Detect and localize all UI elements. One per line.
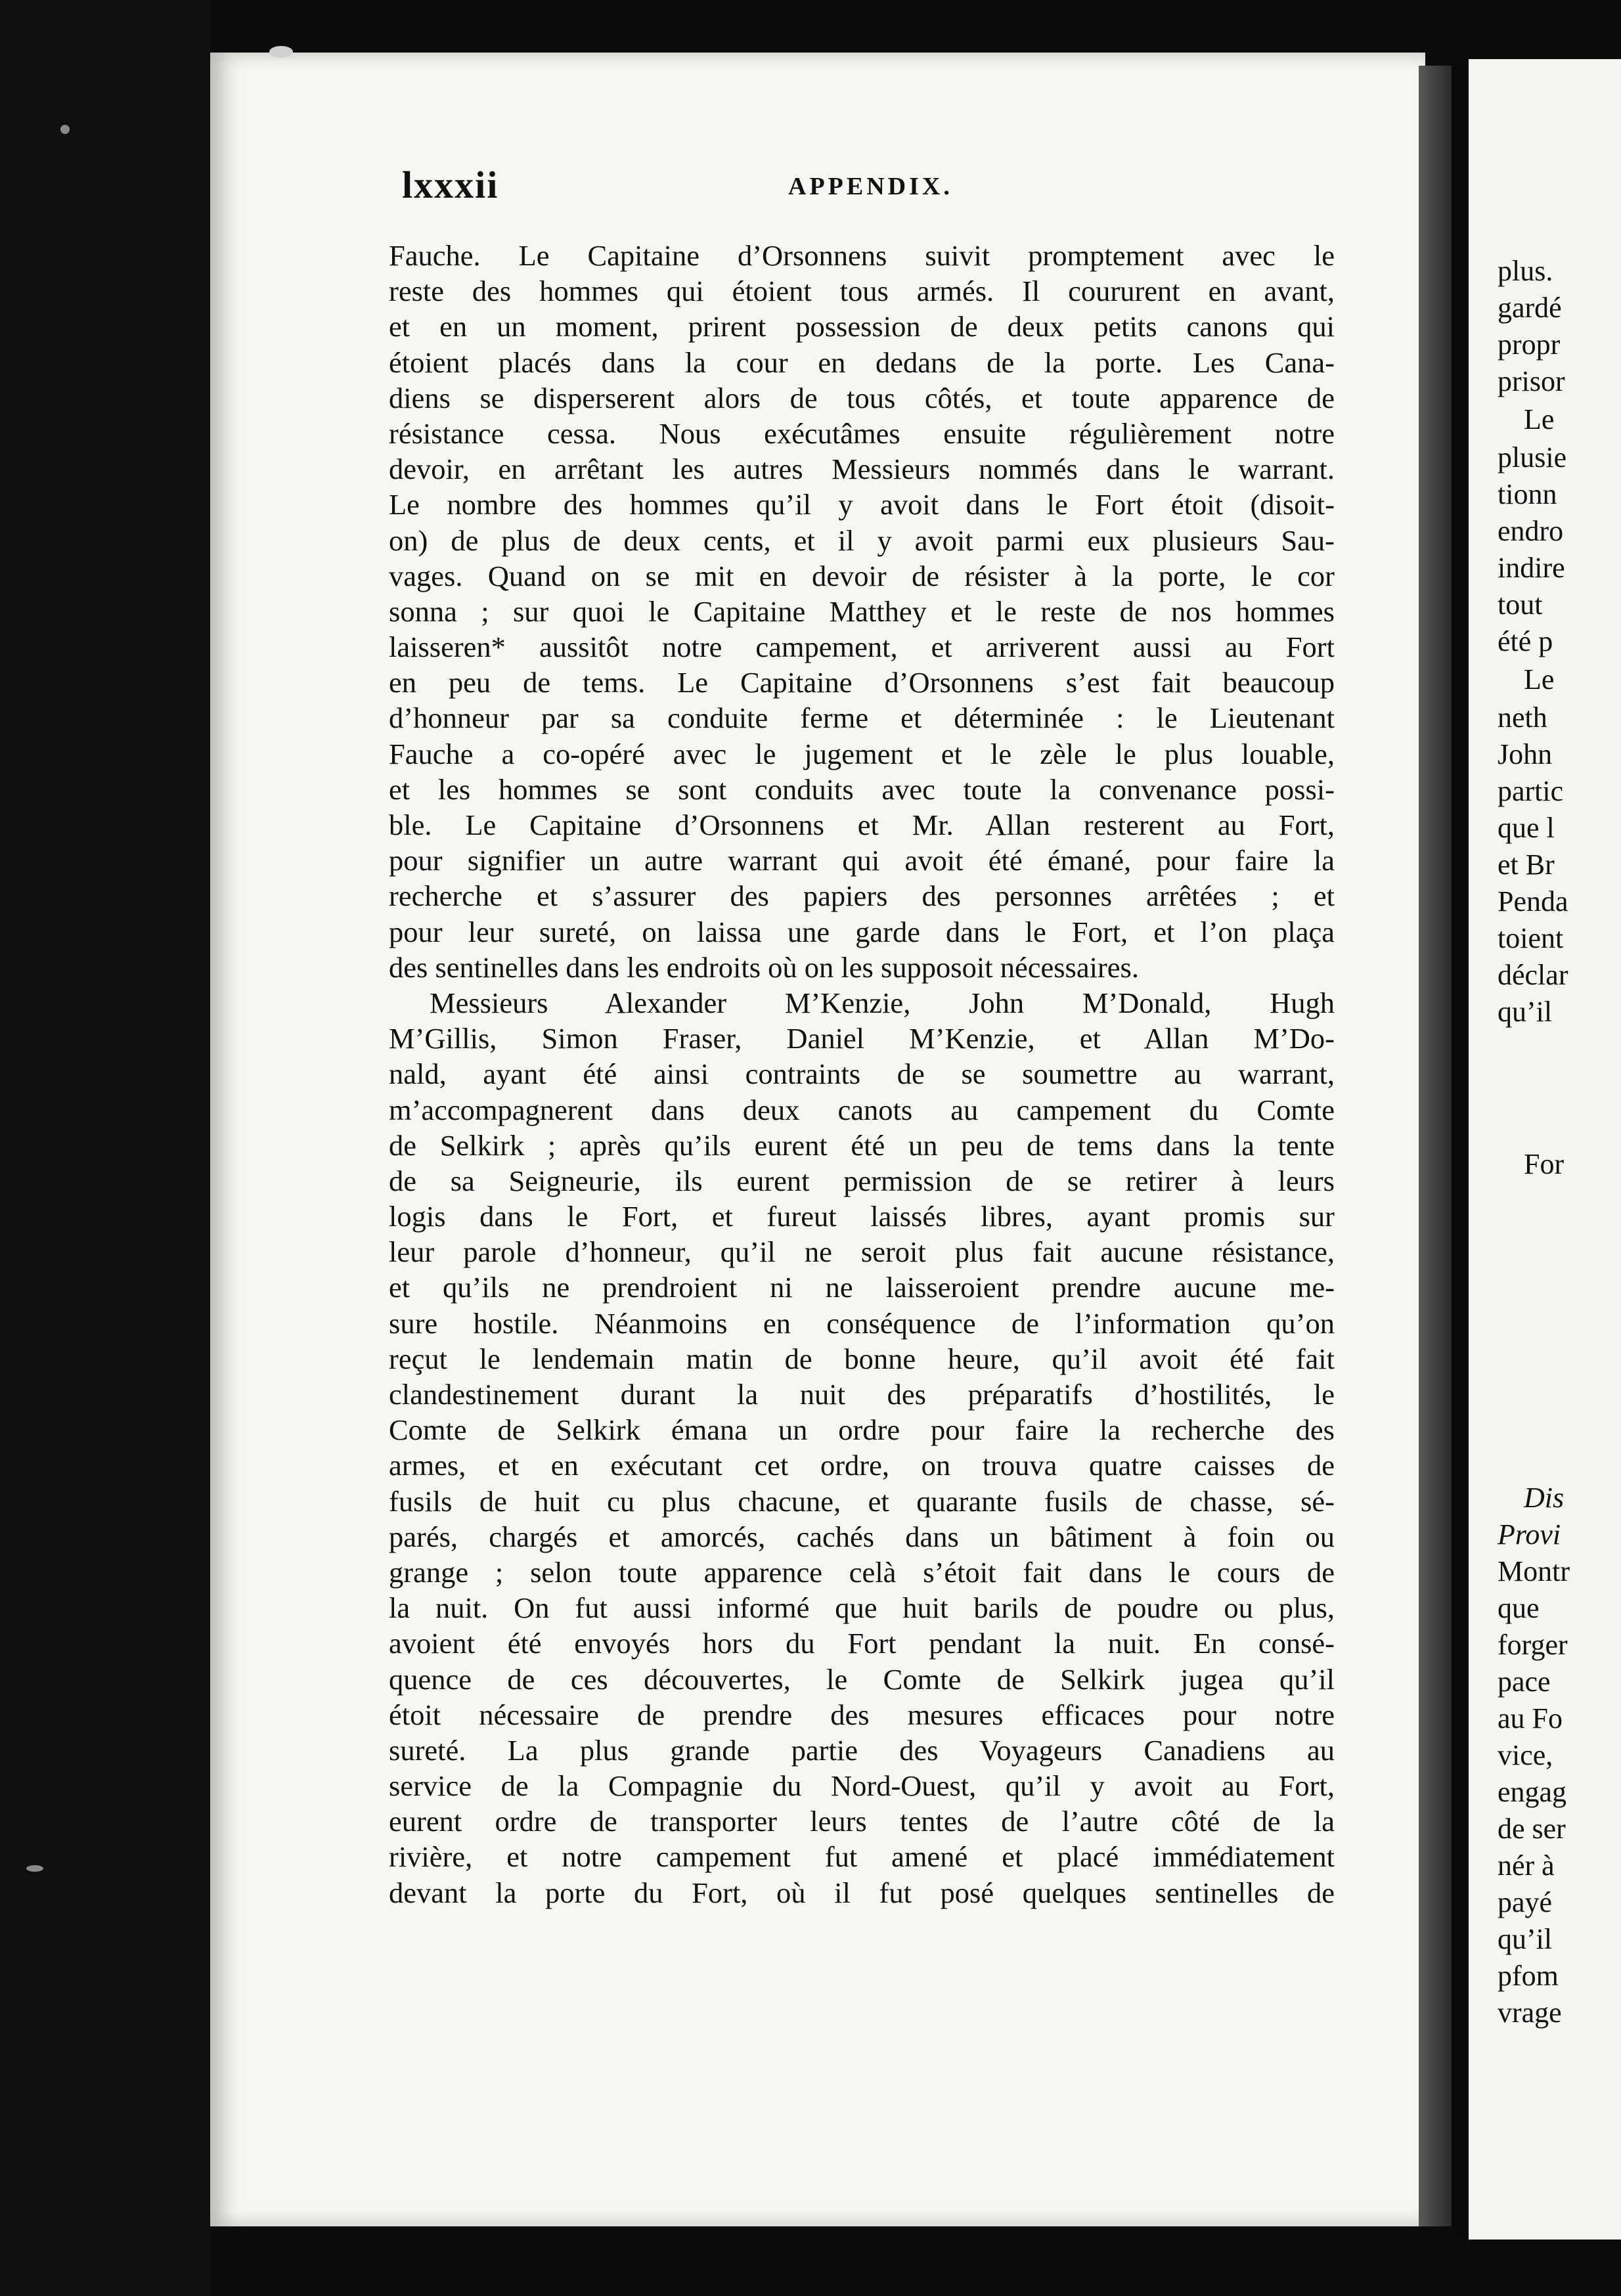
page-edge-shadow	[1419, 66, 1452, 2226]
text-line: vages. Quand on se mit en devoir de résister à la porte, le cor	[389, 559, 1335, 592]
dust-speck	[26, 1865, 43, 1872]
fragment-line: été p	[1498, 625, 1553, 657]
text-line: service de la Compagnie du Nord-Ouest, qu’il y avoit au Fort,	[389, 1769, 1335, 1803]
text-line: la nuit. On fut aussi informé que huit barils de poudre ou plus,	[389, 1591, 1335, 1625]
fragment-line: payé	[1498, 1886, 1553, 1918]
page-number: lxxxii	[402, 164, 499, 206]
text-line: devant la porte du Fort, où il fut posé quelques sentinelles de	[389, 1876, 1335, 1909]
text-line: pour leur sureté, on laissa une garde dans le Fort, et l’on plaça	[389, 915, 1335, 948]
fragment-line: partic	[1498, 775, 1564, 807]
adjacent-page	[1469, 59, 1621, 2240]
fragment-line: forger	[1498, 1629, 1568, 1661]
text-line: et en un moment, prirent possession de deux petits canons qui	[389, 310, 1335, 343]
text-line: sure hostile. Néanmoins en conséquence de l’information qu’on	[389, 1306, 1335, 1340]
text-line: sureté. La plus grande partie des Voyageurs Canadiens au	[389, 1733, 1335, 1767]
fragment-line: qu’il	[1498, 1923, 1553, 1955]
text-line: sonna ; sur quoi le Capitaine Matthey et le reste de nos hommes	[389, 594, 1335, 628]
fragment-line: Montr	[1498, 1555, 1570, 1587]
fragment-line: indire	[1498, 552, 1565, 584]
text-line: Fauche a co-opéré avec le jugement et le zèle le plus louable,	[389, 737, 1335, 770]
fragment-line: tionn	[1498, 478, 1557, 510]
text-line: armes, et en exécutant cet ordre, on trouva quatre caisses de	[389, 1449, 1335, 1482]
fragment-line: vrage	[1498, 1997, 1562, 2029]
fragment-line: de ser	[1498, 1813, 1566, 1845]
text-line: nald, ayant été ainsi contraints de se soumettre au warrant,	[389, 1057, 1335, 1091]
page-header	[402, 163, 1341, 215]
text-line: Comte de Selkirk émana un ordre pour faire la recherche des	[389, 1413, 1335, 1447]
text-line: laisseren* aussitôt notre campement, et arriverent aussi au Fort	[389, 630, 1335, 664]
book-gutter	[1452, 59, 1469, 2240]
fragment-line: plusie	[1498, 441, 1567, 474]
fragment-line: pfom	[1498, 1960, 1559, 1992]
dust-speck	[60, 125, 70, 134]
text-line: devoir, en arrêtant les autres Messieurs nommés dans le warrant.	[389, 453, 1335, 486]
text-line: eurent ordre de transporter leurs tentes de l’autre côté de la	[389, 1805, 1335, 1838]
fragment-line: Dis	[1524, 1482, 1565, 1514]
fragment-line: endro	[1498, 515, 1564, 547]
text-line: reste des hommes qui étoient tous armés. Il coururent en avant,	[389, 275, 1335, 308]
fragment-line: qu’il	[1498, 996, 1553, 1028]
fragment-line: nér à	[1498, 1849, 1555, 1882]
text-line: quence de ces découvertes, le Comte de Selkirk jugea qu’il	[389, 1662, 1335, 1696]
text-line: parés, chargés et amorcés, cachés dans un bâtiment à foin ou	[389, 1520, 1335, 1553]
fragment-line: vice,	[1498, 1739, 1553, 1771]
fragment-line: gardé	[1498, 292, 1562, 324]
fragment-line: Provi	[1498, 1518, 1561, 1551]
running-head: APPENDIX.	[788, 173, 953, 200]
fragment-line: propr	[1498, 328, 1561, 361]
text-line: M’Gillis, Simon Fraser, Daniel M’Kenzie, et Allan M’Do-	[389, 1022, 1335, 1055]
fragment-line: au Fo	[1498, 1702, 1563, 1734]
text-line: avoient été envoyés hors du Fort pendant la nuit. En consé-	[389, 1627, 1335, 1660]
text-line: logis dans le Fort, et fureut laissés libres, ayant promis sur	[389, 1200, 1335, 1233]
fragment-line: engag	[1498, 1776, 1567, 1808]
fragment-line: toient	[1498, 922, 1564, 954]
fragment-line: neth	[1498, 701, 1547, 734]
text-line: d’honneur par sa conduite ferme et déterminée : le Lieutenant	[389, 701, 1335, 735]
fragment-line: John	[1498, 738, 1553, 770]
fragment-line: que	[1498, 1592, 1540, 1624]
text-line: rivière, et notre campement fut amené et placé immédiatement	[389, 1840, 1335, 1874]
text-line: des sentinelles dans les endroits où on les supposoit nécessaires.	[389, 950, 1139, 984]
body-text	[389, 238, 1335, 1910]
fragment-line: Le	[1524, 403, 1555, 435]
text-line: fusils de huit cu plus chacune, et quarante fusils de chasse, sé-	[389, 1484, 1335, 1518]
text-line: de sa Seigneurie, ils eurent permission de se retirer à leurs	[389, 1164, 1335, 1197]
text-line: leur parole d’honneur, qu’il ne seroit plus fait aucune résistance,	[389, 1235, 1335, 1269]
dust-speck	[269, 46, 293, 58]
fragment-line: prisor	[1498, 365, 1565, 397]
text-line: diens se disperserent alors de tous côtés, et toute apparence de	[389, 381, 1335, 414]
text-line: clandestinement durant la nuit des préparatifs d’hostilités, le	[389, 1378, 1335, 1411]
text-line: on) de plus de deux cents, et il y avoit parmi eux plusieurs Sau-	[389, 523, 1335, 557]
fragment-line: déclar	[1498, 959, 1568, 991]
fragment-line: Penda	[1498, 885, 1568, 917]
text-line: Le nombre des hommes qu’il y avoit dans le Fort étoit (disoit-	[389, 488, 1335, 521]
text-line: pour signifier un autre warrant qui avoit été émané, pour faire la	[389, 844, 1335, 877]
text-line: étoit nécessaire de prendre des mesures efficaces pour notre	[389, 1698, 1335, 1731]
text-line: m’accompagnerent dans deux canots au campement du Comte	[389, 1093, 1335, 1126]
text-line: et qu’ils ne prendroient ni ne laisseroient prendre aucune me-	[389, 1271, 1335, 1304]
text-line: et les hommes se sont conduits avec toute la convenance possi-	[389, 772, 1335, 806]
text-line: reçut le lendemain matin de bonne heure, qu’il avoit été fait	[389, 1342, 1335, 1375]
text-line: ble. Le Capitaine d’Orsonnens et Mr. Allan resterent au Fort,	[389, 808, 1335, 841]
fragment-line: pace	[1498, 1666, 1551, 1698]
left-binding-shadow	[0, 0, 210, 2296]
fragment-line: tout	[1498, 588, 1543, 621]
text-line: grange ; selon toute apparence celà s’étoit fait dans le cours de	[389, 1555, 1335, 1589]
text-line: Messieurs Alexander M’Kenzie, John M’Donald, Hugh	[430, 986, 1335, 1019]
text-line: de Selkirk ; après qu’ils eurent été un peu de tems dans la tente	[389, 1128, 1335, 1162]
fragment-line: plus.	[1498, 255, 1553, 287]
fragment-line: et Br	[1498, 849, 1555, 881]
fragment-line: Le	[1524, 663, 1555, 695]
text-line: résistance cessa. Nous exécutâmes ensuite régulièrement notre	[389, 416, 1335, 450]
text-line: Fauche. Le Capitaine d’Orsonnens suivit promptement avec le	[389, 239, 1335, 272]
fragment-line: que l	[1498, 812, 1555, 844]
text-line: recherche et s’assurer des papiers des personnes arrêtées ; et	[389, 879, 1335, 913]
text-line: étoient placés dans la cour en dedans de la porte. Les Cana-	[389, 345, 1335, 379]
text-line: en peu de tems. Le Capitaine d’Orsonnens s’est fait beaucoup	[389, 666, 1335, 699]
fragment-line: For	[1524, 1148, 1565, 1180]
